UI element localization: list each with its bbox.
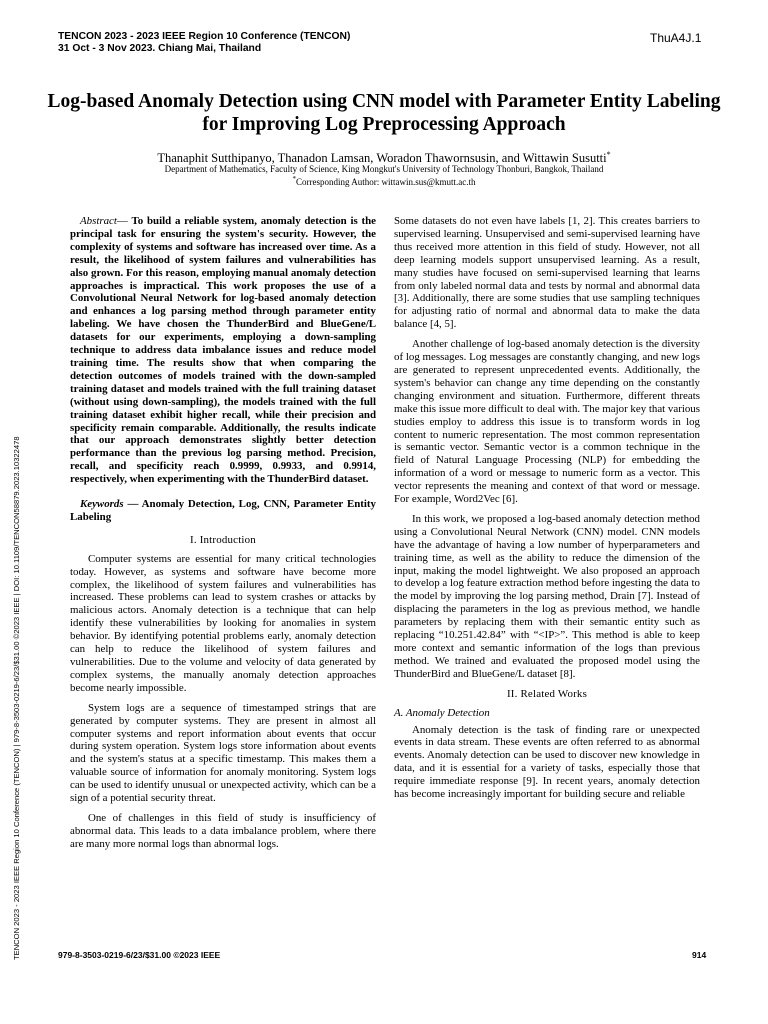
body-paragraph: Some datasets do not even have labels [1, 2]. This creates barriers to supervised learning. Unsupervised and semi-supervised learning have thus received more attention in this field of study. However, not all deep learning models support unsupervised learning. As a result, many studies have focused on semi-supervised learning that learns from only labeled normal data and tests by normal and abnormal data [3]. Additionally, there are some studies that use sampling techniques for adjusting ratio of normal and abnormal data to make the data balance [4, 5].	[394, 215, 700, 331]
session-id: ThuA4J.1	[650, 31, 702, 45]
abstract-label: Abstract	[80, 215, 117, 227]
footer-copyright: 979-8-3503-0219-6/23/$31.00 ©2023 IEEE	[58, 950, 221, 960]
body-paragraph: In this work, we proposed a log-based anomaly detection method using a Convolutional Neural Network (CNN) model. CNN models have the advantage of having a low number of hyperparameters and training time, as well as the ability to reduce the dimension of the input, making the model lightweight. We also proposed an approach to develop a log feature extraction method before ingesting the data to the model by improving the log parsing method, Drain [7]. Instead of displacing the parameters in the log as previous method, we handle parameters by replacing them with their semantic entity such as replacing “10.251.42.84” with “<IP>”. This method is able to keep more context and semantic information of the logs than previous method. We trained and evaluated the proposed model using the ThunderBird and BlueGene/L dataset [8].	[394, 512, 700, 680]
body-paragraph: Another challenge of log-based anomaly detection is the diversity of log messages. Log messages are constantly changing, and new logs are generated to represent unprecedented events. Additionally, the system's behavior can change any time depending on the constantly changing environment and situation. Furthermore, different threats make this issue more difficult to deal with. The major key that various studies employ to address this issue is to transform words in log content to numeric representation. The most common representation is semantic vector. Semantic vector is a common technique in the field of Natural Language Processing (NLP) for embedding the information of a word or message to numeric form as a vector. This vector represents the meaning and context of that word or message. For example, Word2Vec [6].	[394, 338, 700, 506]
affiliation: Department of Mathematics, Faculty of Science, King Mongkut's University of Technology Thonburi, Bangkok, Thailand	[164, 164, 604, 174]
section-heading-related-works: II. Related Works	[506, 687, 588, 700]
corresponding-text: Corresponding Author: wittawin.sus@kmutt.ac.th	[295, 177, 476, 187]
conference-header	[58, 31, 350, 55]
intro-paragraph: System logs are a sequence of timestamped strings that are generated by computer systems. They are present in almost all computer systems and report information about events that occur during system operation. System logs store information about events and the system's status at a specific timestamp. This makes them a valuable source of information for anomaly monitoring. System logs can be used to identify unusual or unexpected activity, which can be a sign of a potential security threat.	[70, 701, 376, 805]
abstract-text: To build a reliable system, anomaly detection is the principal task for ensuring the system's security. However, the complexity of systems and software has increased over time. As a result, the likelihood of system failures and vulnerabilities has also grown. For this reason, employing manual anomaly detection approaches is impractical. This work proposes the use of a Convolutional Neural Network for log-based anomaly detection and enhances a log parsing method through parameter entity labeling. We have chosen the ThunderBird and BlueGene/L datasets for our experiments, employing a down-sampling technique to address data imbalance issues and reduce model training time. The results show that when comparing the detection outcomes of models trained with the down-sampled training dataset and models trained with the full training dataset (without using down-sampling), the models trained with the full training dataset exhibit higher recall, while their precision and specificity remain comparable. Additionally, the results indicate that our approach demonstrates slightly better detection performance than the previous log parsing method. Precision, recall, and specificity reach 0.9999, 0.9933, and 0.9914, respectively, when experimenting with the ThunderBird dataset.	[70, 215, 376, 486]
abstract	[70, 215, 376, 486]
paper-title: Log-based Anomaly Detection using CNN model with Parameter Entity Labeling for Improving Log Preprocessing Approach	[47, 91, 721, 135]
side-doi-note: TENCON 2023 - 2023 IEEE Region 10 Conference (TENCON) | 979-8-3503-0219-6/23/$31.00 ©2023 IEEE | DOI: 10.1109/TENCON58879.2023.10322478	[12, 436, 21, 960]
keywords-text: — Anomaly Detection, Log, CNN, Parameter Entity Labeling	[70, 498, 376, 523]
right-column	[394, 215, 700, 808]
conference-dates: 31 Oct - 3 Nov 2023. Chiang Mai, Thailand	[58, 43, 262, 54]
section-heading-introduction: I. Introduction	[190, 533, 256, 546]
abstract-dash: —	[116, 215, 132, 227]
keywords-label: Keywords	[80, 498, 124, 511]
intro-paragraph: One of challenges in this field of study is insufficiency of abnormal data. This leads to a data imbalance problem, where there are many more normal logs than abnormal logs.	[70, 811, 376, 850]
author-mark: *	[606, 150, 611, 159]
intro-paragraph: Computer systems are essential for many critical technologies today. However, as systems and software have become more complex, the likelihood of system failures and vulnerabilities has increased. These problems can lead to system crashes or attacks by malicious actors. Anomaly detection is a technique that can help identify these vulnerabilities by looking for anomalies in system behavior. By identifying potential problems early, anomaly detection can help to reduce the likelihood of system failures and vulnerabilities. Due to the volume and velocity of data generated by complex systems, the manually anomaly detection approaches become nearly impossible.	[70, 552, 376, 694]
left-column	[70, 215, 376, 858]
page-number: 914	[692, 950, 707, 960]
body-paragraph: Anomaly detection is the task of finding rare or unexpected events in data stream. These events are often referred to as abnormal events. Anomaly detection can be used to discover new knowledge in data, and it is essential for a variety of tasks, especially those that require immediate response [9]. In recent years, anomaly detection has become increasingly important for building secure and reliable	[394, 723, 700, 801]
keywords	[70, 498, 376, 524]
authors-text: Thanaphit Sutthipanyo, Thanadon Lamsan, Woradon Thawornsusin, and Wittawin Susutti	[157, 151, 607, 166]
corresponding-mark: *	[292, 175, 296, 183]
corresponding-author	[40, 174, 728, 187]
subsection-heading-anomaly-detection: A. Anomaly Detection	[394, 706, 490, 719]
affiliation-block	[40, 164, 728, 187]
conference-name: TENCON 2023 - 2023 IEEE Region 10 Conference (TENCON)	[58, 31, 351, 42]
